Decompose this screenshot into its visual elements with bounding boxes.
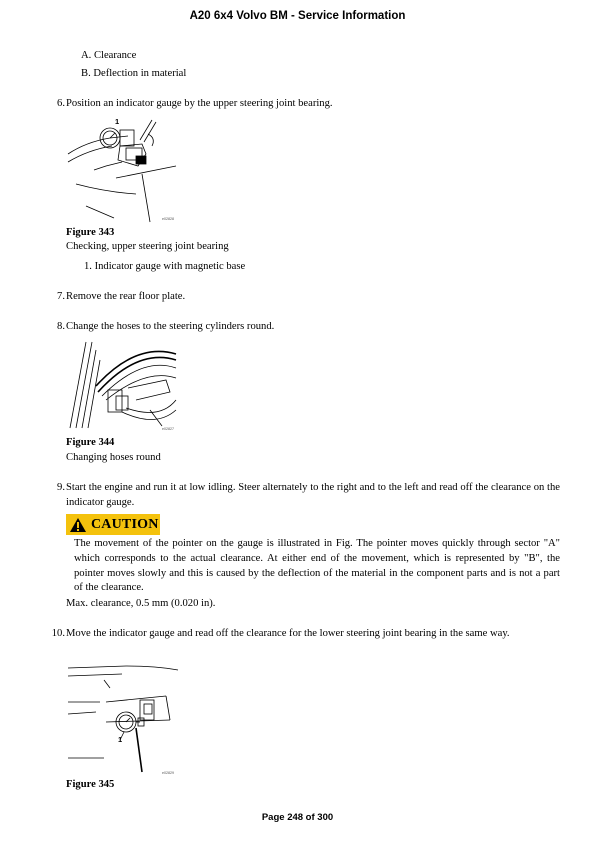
list-item: B. Deflection in material <box>81 68 187 79</box>
step-6 <box>48 97 560 112</box>
figure-344-image <box>66 340 178 432</box>
step-number: 7. <box>57 291 65 302</box>
figure-343-title: Figure 343 <box>66 227 115 238</box>
step-7 <box>48 290 560 305</box>
step-number: 9. <box>57 482 65 493</box>
step-text: Remove the rear floor plate. <box>66 291 186 302</box>
figure-343-caption: Checking, upper steering joint bearing <box>66 241 229 252</box>
step-number: 8. <box>57 321 65 332</box>
step-number: 6. <box>57 98 65 109</box>
max-clearance: Max. clearance, 0.5 mm (0.020 in). <box>66 598 216 609</box>
step-text: Move the indicator gauge and read off the clearance for the lower steering joint bearing in the same way. <box>66 628 510 639</box>
step-number: 10. <box>51 628 65 639</box>
figure-343-item: 1. Indicator gauge with magnetic base <box>84 261 246 272</box>
caution-text: The movement of the pointer on the gauge is illustrated in Fig. The pointer moves quickly through sector "A" which corresponds to the actual clearance. At either end of the movement, which is represented by "B", the pointer moves slowly and this is caused by the deflection of the material in the component parts and is not a part of the clearance. <box>74 538 560 594</box>
figure-345-title: Figure 345 <box>66 779 115 790</box>
figure-code: e02828 <box>162 217 174 221</box>
page-footer: Page 248 of 300 <box>261 812 334 823</box>
figure-344-title: Figure 344 <box>66 437 115 448</box>
page-header: A20 6x4 Volvo BM - Service Information <box>189 10 406 22</box>
figure-343-image <box>66 114 182 224</box>
step-text: Position an indicator gauge by the upper steering joint bearing. <box>66 98 333 109</box>
figure-callout: 1 <box>115 117 120 126</box>
caution-label: CAUTION <box>91 516 159 532</box>
step-text: Start the engine and run it at low idling. Steer alternately to the right and to the left and read off the clearance on the indicator gauge. <box>66 482 560 508</box>
list-item: A. Clearance <box>81 50 137 61</box>
caution-banner <box>66 514 160 535</box>
figure-345-image <box>66 662 178 776</box>
figure-code: e02829 <box>162 771 174 775</box>
step-9 <box>48 481 560 511</box>
figure-code: e02827 <box>162 427 174 431</box>
figure-344-caption: Changing hoses round <box>66 452 161 463</box>
step-text: Change the hoses to the steering cylinders round. <box>66 321 275 332</box>
step-10 <box>48 627 560 642</box>
step-8 <box>48 320 560 335</box>
warning-icon <box>69 517 87 533</box>
figure-callout: 1 <box>118 735 123 744</box>
